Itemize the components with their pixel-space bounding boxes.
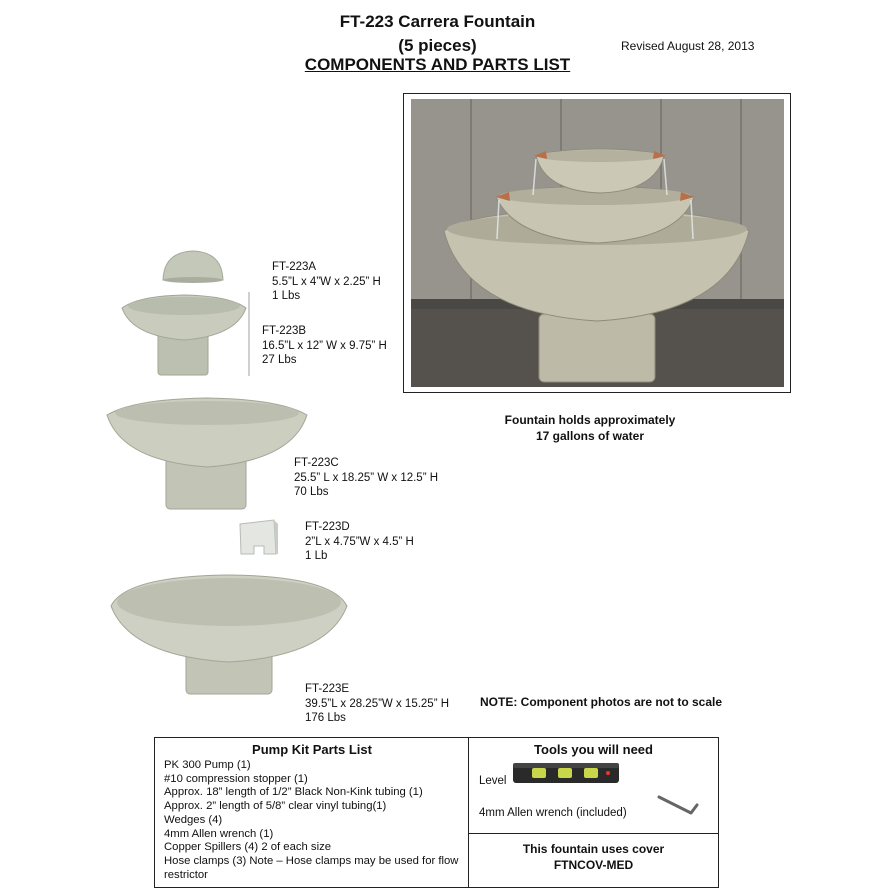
pump-kit-box	[155, 738, 469, 887]
component-e-photo	[108, 572, 350, 698]
component-d-weight: 1 Lb	[305, 550, 328, 562]
component-c-spec	[294, 456, 438, 500]
component-b-dims: 16.5”L x 12” W x 9.75” H	[262, 339, 387, 352]
scale-note: NOTE: Component photos are not to scale	[480, 695, 723, 709]
parts-and-tools-table	[154, 737, 719, 888]
cover-box	[469, 834, 718, 887]
allen-wrench-icon	[657, 793, 701, 819]
component-c-code: FT-223C	[294, 457, 339, 469]
component-b-weight: 27 Lbs	[262, 354, 297, 366]
component-b-code: FT-223B	[262, 325, 307, 337]
component-a-weight: 1 Lbs	[272, 290, 301, 302]
cover-info	[469, 841, 718, 873]
component-a-photo	[160, 248, 226, 284]
water-capacity	[470, 412, 710, 444]
component-c-dims: 25.5” L x 18.25” W x 12.5” H	[294, 471, 439, 484]
capacity-line-2: 17 gallons of water	[535, 429, 645, 443]
component-a-code: FT-223A	[272, 261, 317, 273]
pump-kit-list	[164, 759, 464, 882]
document-subtitle: COMPONENTS AND PARTS LIST	[304, 55, 571, 74]
cover-model: FTNCOV-MED	[553, 858, 634, 872]
pump-kit-item: PK 300 Pump (1)	[164, 759, 251, 771]
component-b-photo	[118, 290, 250, 380]
component-c-weight: 70 Lbs	[294, 486, 329, 498]
level-label: Level	[479, 775, 507, 787]
tools-box	[469, 738, 718, 834]
pump-kit-item: #10 compression stopper (1)	[164, 772, 308, 785]
pump-kit-item: Approx. 2” length of 5/8” clear vinyl tubing(1)	[164, 800, 387, 813]
component-a-spec	[272, 260, 381, 304]
document-title: FT-223 Carrera Fountain	[339, 12, 536, 31]
allen-wrench-label: 4mm Allen wrench (included)	[479, 807, 627, 819]
component-e-dims: 39.5”L x 28.25”W x 15.25” H	[305, 697, 450, 710]
component-d-spec	[305, 520, 414, 564]
cover-line-1: This fountain uses cover	[522, 842, 665, 856]
tools-title: Tools you will need	[534, 742, 653, 757]
component-d-code: FT-223D	[305, 521, 350, 533]
pump-kit-item: Copper Spillers (4) 2 of each size	[164, 841, 332, 854]
pump-kit-title: Pump Kit Parts List	[252, 742, 372, 757]
revision-date: Revised August 28, 2013	[621, 39, 755, 53]
component-c-photo	[104, 395, 310, 515]
pump-kit-item: 4mm Allen wrench (1)	[164, 827, 274, 840]
component-e-weight: 176 Lbs	[305, 712, 346, 724]
component-e-code: FT-223E	[305, 683, 350, 695]
capacity-line-1: Fountain holds approximately	[504, 413, 676, 427]
component-a-dims: 5.5”L x 4”W x 2.25” H	[272, 275, 381, 288]
component-e-spec	[305, 682, 449, 726]
pieces-count: (5 pieces)	[398, 36, 477, 55]
component-d-photo	[238, 518, 280, 558]
component-b-spec	[262, 324, 387, 368]
assembled-fountain-photo	[411, 99, 784, 387]
pump-kit-item: Wedges (4)	[164, 813, 223, 826]
pump-kit-item: Approx. 18” length of 1/2” Black Non-Kink tubing (1)	[164, 786, 423, 799]
assembled-fountain-photo-frame	[403, 93, 791, 393]
level-icon	[512, 760, 622, 786]
pump-kit-item: Hose clamps (3) Note – Hose clamps may be used for flow restrictor	[164, 854, 459, 881]
component-d-dims: 2”L x 4.75”W x 4.5” H	[305, 535, 414, 548]
